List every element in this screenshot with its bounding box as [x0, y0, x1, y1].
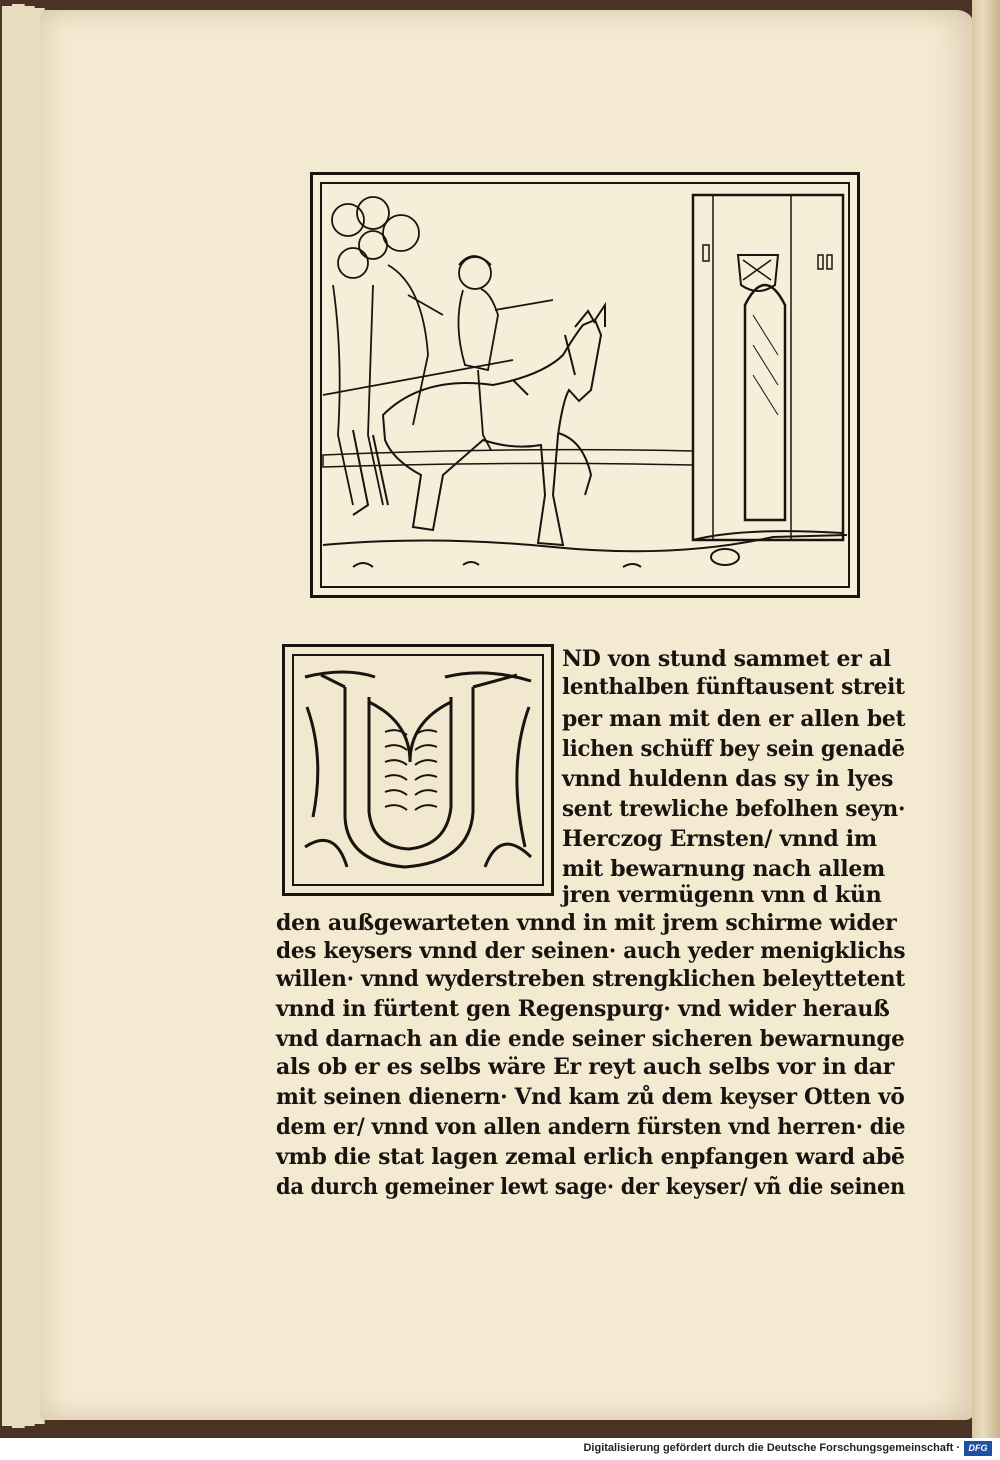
initial-ornament-drawing [285, 647, 551, 893]
text-line: vnd darnach an die ende seiner sicheren bewarnunge [276, 1026, 905, 1052]
riders-and-tower-drawing [313, 175, 857, 595]
text-line: vnnd in fürtent gen Regenspurg· vnd wider herauß [276, 996, 890, 1022]
text-line: da durch gemeiner lewt sage· der keyser/ vñ die seinen [276, 1174, 905, 1200]
text-line: vnnd huldenn das sy in lyes [562, 766, 894, 792]
text-line: ND von stund sammet er al [562, 646, 891, 672]
text-line: des keysers vnnd der seinen· auch yeder menigklichs [276, 938, 906, 964]
text-line: mit bewarnung nach allem [562, 856, 885, 882]
text-line: sent trewliche befolhen seyn· [562, 796, 906, 822]
text-line: willen· vnnd wyderstreben strengklichen beleyttetent [276, 966, 905, 992]
dfg-logo-icon: DFG [964, 1441, 992, 1456]
woodcut-illustration [310, 172, 860, 598]
text-line: Herczog Ernsten/ vnnd im [562, 826, 877, 852]
text-line: den außgewarteten vnnd in mit jrem schirme wider [276, 910, 897, 936]
text-line: per man mit den er allen bet [562, 706, 906, 732]
text-line: lenthalben fünftausent streit [562, 674, 905, 700]
text-line: dem er/ vnnd von allen andern fürsten vnd herren· die [276, 1114, 906, 1140]
text-line: jren vermügenn vnn d kün [562, 882, 882, 908]
footer-bar [0, 1438, 1000, 1460]
decorated-initial [282, 644, 554, 896]
text-line: mit seinen dienern· Vnd kam zů dem keyser Otten vō [276, 1084, 905, 1110]
footer-credit: Digitalisierung gefördert durch die Deutsche Forschungsgemeinschaft · [583, 1442, 960, 1454]
text-line: lichen schüff bey sein genadē [562, 736, 905, 762]
text-line: als ob er es selbs wäre Er reyt auch selbs vor in dar [276, 1054, 894, 1080]
text-line: vmb die stat lagen zemal erlich enpfangen ward abē [276, 1144, 905, 1170]
facing-page-edge [972, 0, 1000, 1438]
